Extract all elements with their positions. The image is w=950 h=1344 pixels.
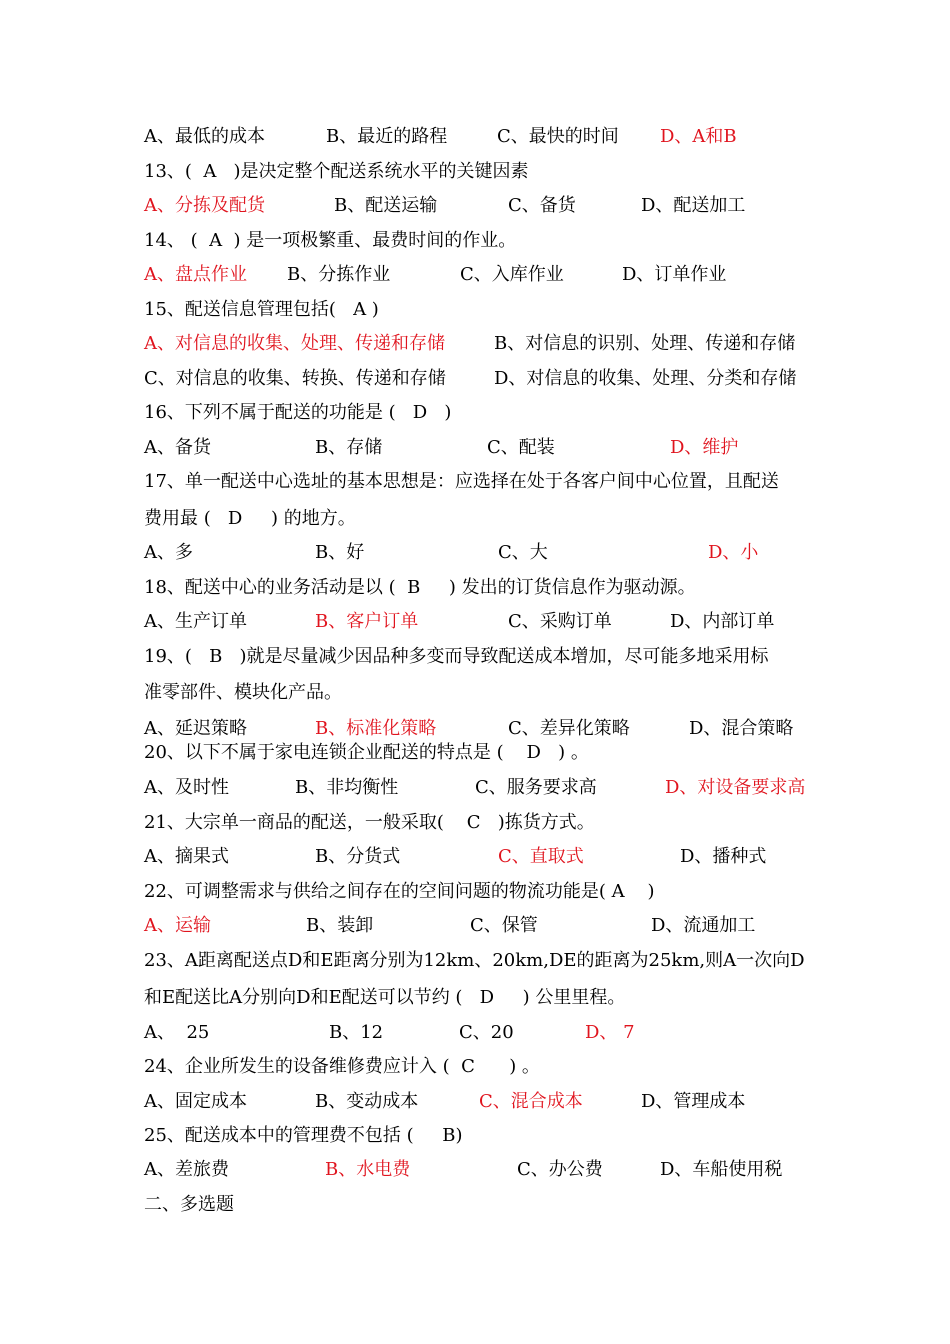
question-line	[0, 467, 950, 497]
options-line	[0, 842, 950, 872]
question-text: 18、配送中心的业务活动是以 ( B ) 发出的订货信息作为驱动源。	[144, 577, 696, 598]
question-line	[0, 983, 950, 1013]
question-text: 16、下列不属于配送的功能是 ( D )	[144, 402, 452, 423]
option-text: D、车船使用税	[660, 1159, 783, 1180]
answer-option: A、运输	[144, 915, 211, 936]
option-text: A、生产订单	[144, 611, 247, 632]
option-text: D、对信息的收集、处理、分类和存储	[494, 368, 797, 389]
options-line	[0, 260, 950, 290]
answer-option: C、混合成本	[479, 1091, 583, 1112]
option-text: A、延迟策略	[144, 718, 247, 739]
answer-option: D、 7	[585, 1022, 635, 1043]
option-text: B、分货式	[315, 846, 401, 867]
options-line	[0, 538, 950, 568]
option-text: D、流通加工	[651, 915, 756, 936]
answer-option: C、直取式	[498, 846, 584, 867]
options-line	[0, 433, 950, 463]
question-line	[0, 573, 950, 603]
question-line	[0, 1121, 950, 1151]
answer-option: B、客户订单	[315, 611, 419, 632]
option-text: B、配送运输	[334, 195, 438, 216]
answer-option: A、分拣及配货	[144, 195, 265, 216]
question-line	[0, 1190, 950, 1220]
options-line	[0, 1087, 950, 1117]
option-text: A、差旅费	[144, 1159, 229, 1180]
question-text: 17、单一配送中心选址的基本思想是：应选择在处于各客户间中心位置，且配送	[144, 471, 779, 492]
option-text: A、多	[144, 542, 193, 563]
question-text: 15、配送信息管理包括( A )	[144, 299, 379, 320]
options-line	[0, 364, 950, 394]
options-line	[0, 329, 950, 359]
option-text: B、对信息的识别、处理、传递和存储	[494, 333, 796, 354]
option-text: C、差异化策略	[508, 718, 630, 739]
option-text: B、12	[329, 1022, 384, 1043]
option-text: C、办公费	[517, 1159, 603, 1180]
question-text: 20、以下不属于家电连锁企业配送的特点是 ( D ) 。	[144, 742, 589, 763]
option-text: C、备货	[508, 195, 576, 216]
options-line	[0, 607, 950, 637]
options-line	[0, 1155, 950, 1185]
question-text: 21、大宗单一商品的配送，一般采取( C )拣货方式。	[144, 812, 595, 833]
option-text: A、 25	[144, 1022, 210, 1043]
option-text: C、大	[498, 542, 548, 563]
option-text: B、非均衡性	[295, 777, 399, 798]
option-text: A、备货	[144, 437, 211, 458]
question-line	[0, 157, 950, 187]
option-text: B、装卸	[306, 915, 374, 936]
option-text: B、存储	[315, 437, 383, 458]
option-text: C、保管	[470, 915, 538, 936]
question-line	[0, 946, 950, 976]
option-text: C、最快的时间	[497, 126, 619, 147]
answer-option: D、对设备要求高	[665, 777, 806, 798]
question-text: 准零部件、模块化产品。	[144, 682, 342, 703]
option-text: C、配装	[487, 437, 555, 458]
option-text: C、20	[459, 1022, 514, 1043]
question-line	[0, 808, 950, 838]
question-text: 二、多选题	[144, 1194, 234, 1215]
answer-option: D、A和B	[660, 126, 737, 147]
options-line	[0, 1018, 950, 1048]
option-text: A、摘果式	[144, 846, 229, 867]
question-text: 23、A距离配送点D和E距离分别为12km、20km,DE的距离为25km,则A一次向D	[144, 950, 805, 971]
option-text: C、对信息的收集、转换、传递和存储	[144, 368, 446, 389]
question-text: 和E配送比A分别向D和E配送可以节约 ( D ) 公里里程。	[144, 987, 626, 1008]
option-text: C、入库作业	[460, 264, 564, 285]
question-text: 25、配送成本中的管理费不包括 ( B)	[144, 1125, 463, 1146]
question-line	[0, 877, 950, 907]
question-text: 13、( A )是决定整个配送系统水平的关键因素	[144, 161, 529, 182]
answer-option: B、水电费	[325, 1159, 411, 1180]
question-text: 费用最 ( D ) 的地方。	[144, 508, 356, 529]
options-line	[0, 122, 950, 152]
question-line	[0, 642, 950, 672]
answer-option: B、标准化策略	[315, 718, 437, 739]
option-text: B、分拣作业	[287, 264, 391, 285]
option-text: D、内部订单	[670, 611, 775, 632]
answer-option: A、对信息的收集、处理、传递和存储	[144, 333, 445, 354]
options-line	[0, 191, 950, 221]
answer-option: A、盘点作业	[144, 264, 247, 285]
option-text: B、最近的路程	[326, 126, 448, 147]
option-text: A、及时性	[144, 777, 229, 798]
option-text: D、播种式	[680, 846, 767, 867]
question-line	[0, 678, 950, 708]
options-line	[0, 911, 950, 941]
option-text: B、变动成本	[315, 1091, 419, 1112]
question-text: 22、可调整需求与供给之间存在的空间问题的物流功能是( A )	[144, 881, 655, 902]
answer-option: D、小	[708, 542, 759, 563]
option-text: C、采购订单	[508, 611, 612, 632]
options-line	[0, 773, 950, 803]
option-text: D、管理成本	[641, 1091, 746, 1112]
question-line	[0, 738, 950, 768]
option-text: C、服务要求高	[475, 777, 597, 798]
question-text: 19、( B )就是尽量减少因品种多变而导致配送成本增加，尽可能多地采用标	[144, 646, 769, 667]
question-line	[0, 504, 950, 534]
question-line	[0, 226, 950, 256]
option-text: D、订单作业	[622, 264, 727, 285]
question-text: 14、 ( A ) 是一项极繁重、最费时间的作业。	[144, 230, 517, 251]
option-text: D、配送加工	[641, 195, 746, 216]
question-line	[0, 1052, 950, 1082]
question-text: 24、企业所发生的设备维修费应计入 ( C ) 。	[144, 1056, 540, 1077]
question-line	[0, 295, 950, 325]
option-text: A、固定成本	[144, 1091, 247, 1112]
option-text: A、最低的成本	[144, 126, 265, 147]
question-line	[0, 398, 950, 428]
option-text: D、混合策略	[689, 718, 794, 739]
option-text: B、好	[315, 542, 365, 563]
answer-option: D、维护	[670, 437, 739, 458]
